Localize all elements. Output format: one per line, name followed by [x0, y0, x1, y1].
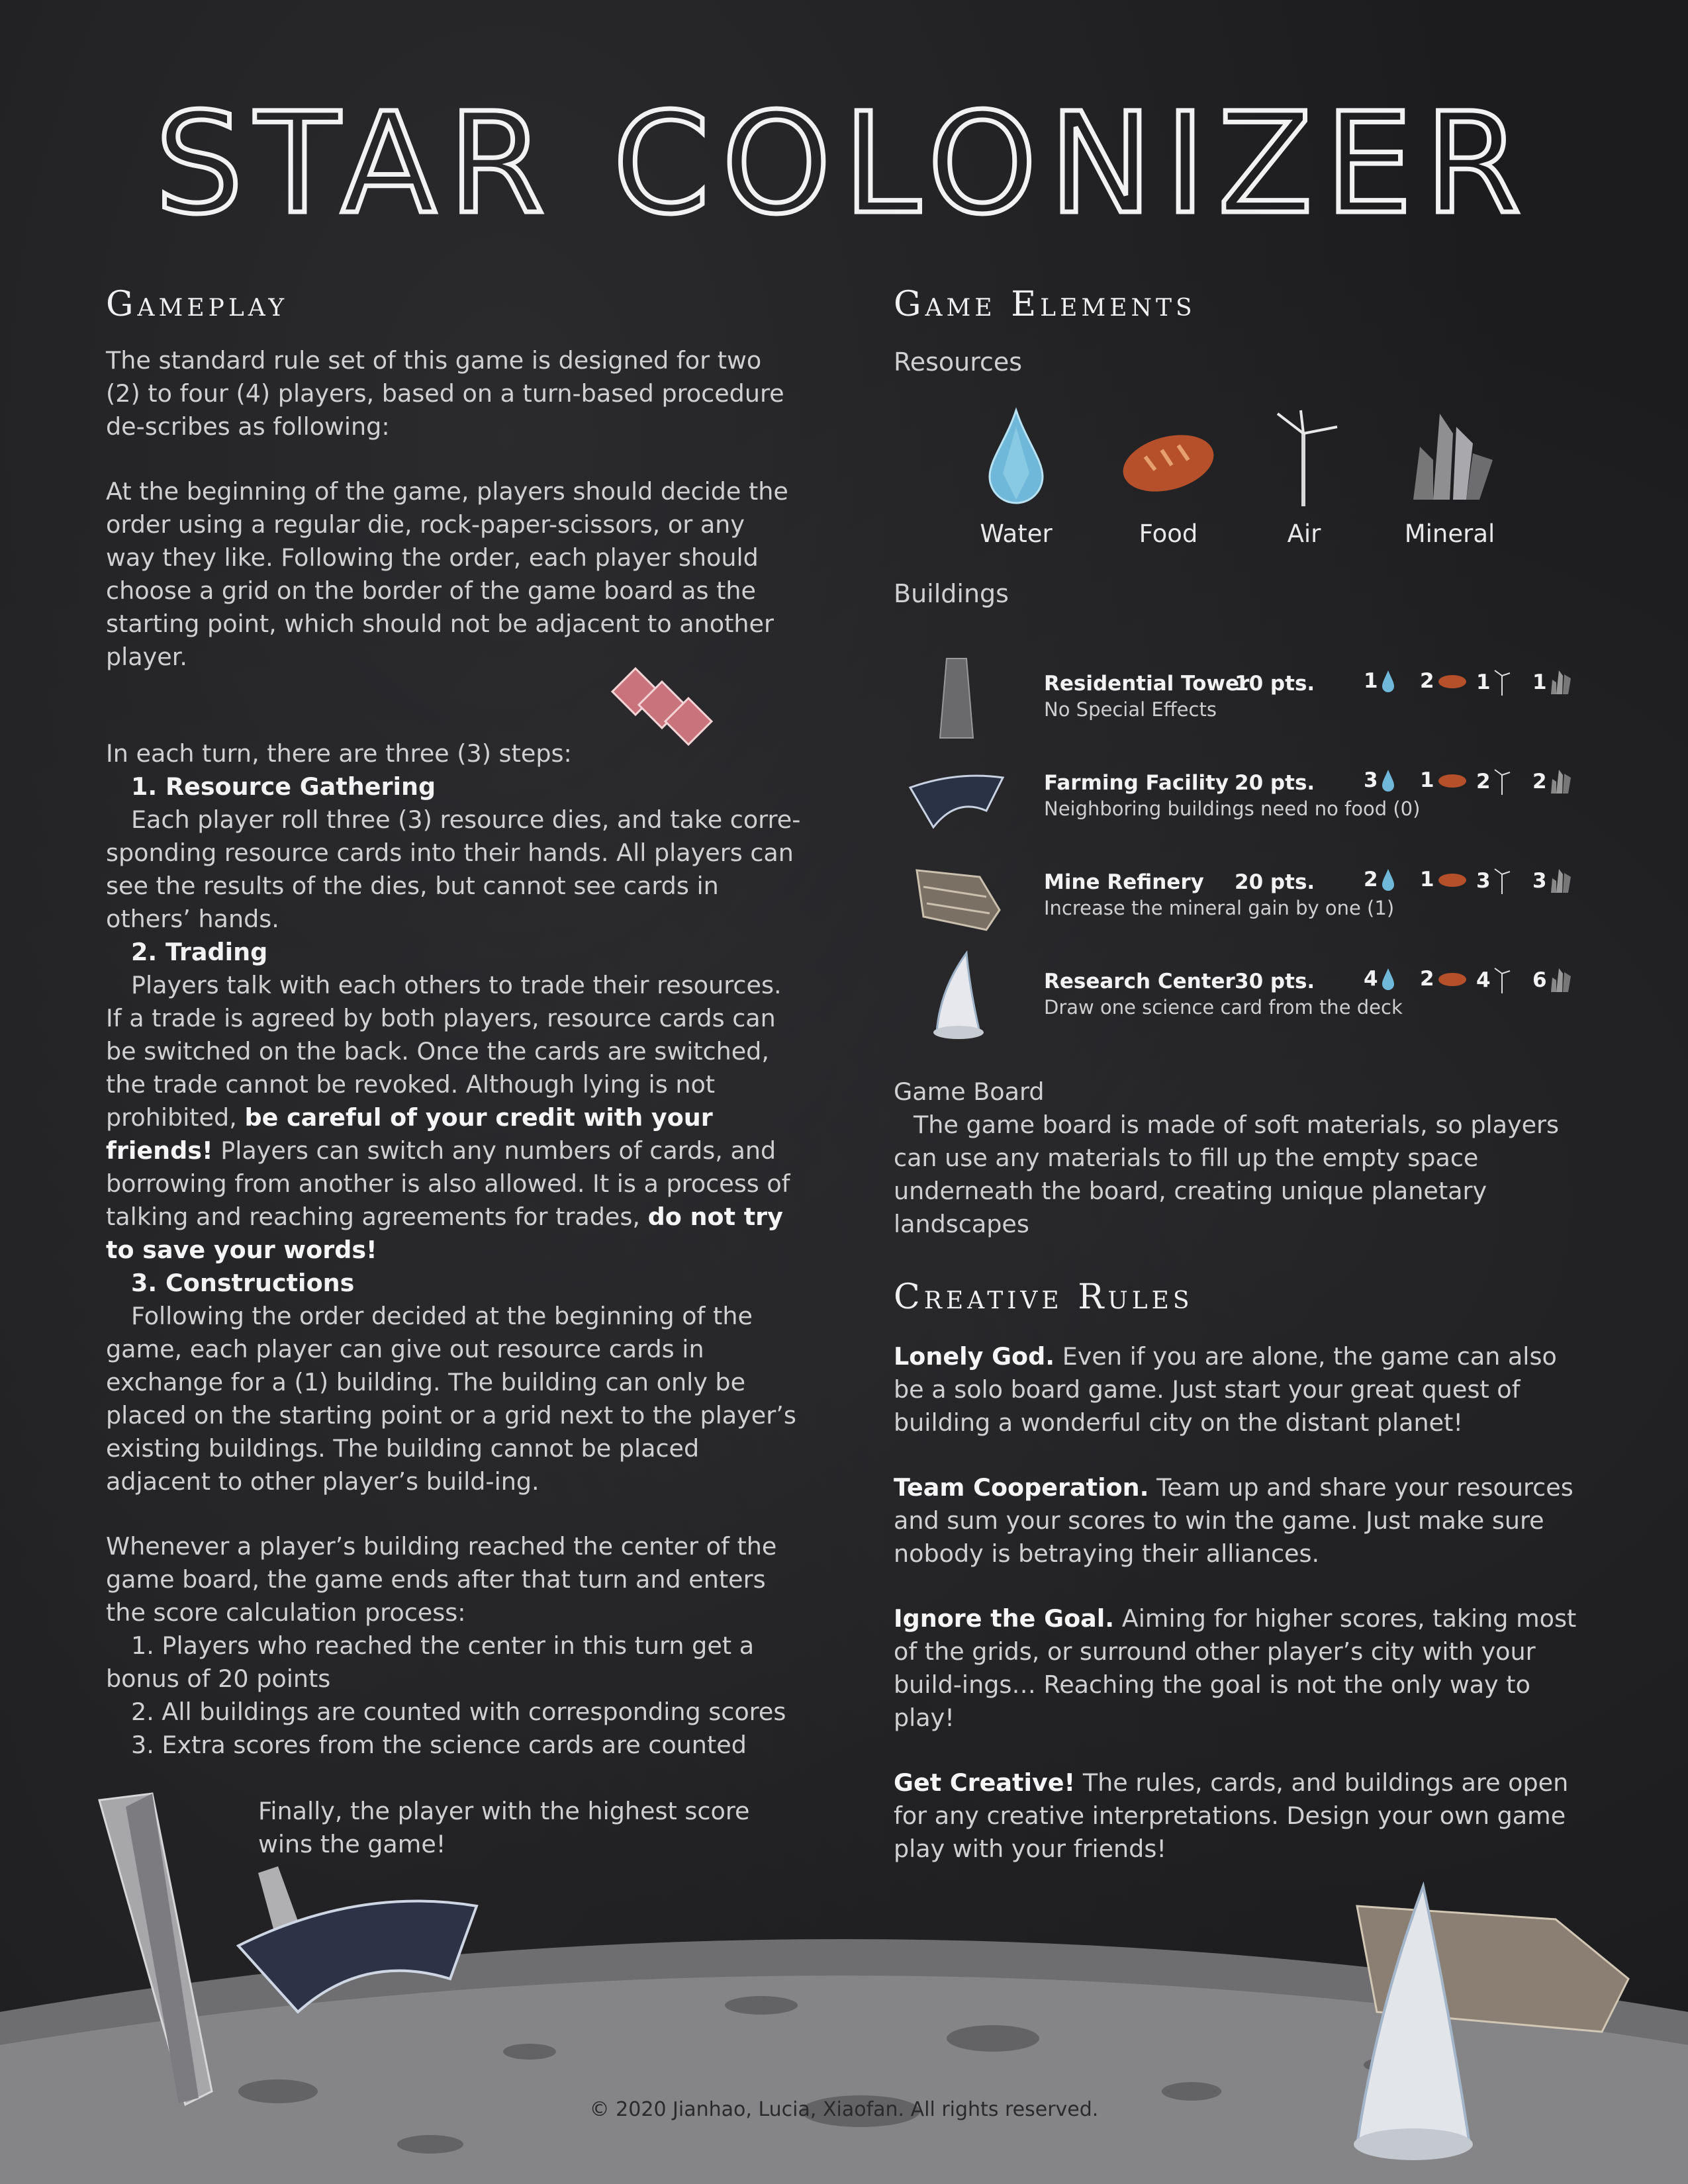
trading-text-a: Players talk with each others to trade their resources. If a trade is agreed by both players, resource cards can be switched on the back. Once the cards are switched, the trade cannot be revoked. Although lying is not prohibited, — [106, 971, 782, 1132]
cost-food: 1 — [1420, 768, 1468, 792]
rule-lonely-god — [894, 1340, 1589, 1439]
crystal-icon — [1400, 407, 1499, 506]
step-constructions-text: Following the order decided at the beginning of the game, each player can give out resource cards in exchange for a (1) building. The building can only be placed on the starting point or a grid next to the player’s existing buildings. The building cannot be placed adjacent to other player’s build-ing. — [106, 1302, 796, 1496]
trading-text-b: Players can switch any numbers of cards, and borrowing from another is also allowed. It is a process of talking and reaching agreements for trades, — [106, 1136, 790, 1231]
cost-food: 2 — [1420, 669, 1468, 693]
cost-mineral: 2 — [1532, 768, 1573, 795]
bread-icon — [1437, 772, 1468, 789]
cost-food: 1 — [1420, 868, 1468, 891]
rule-text: Even if you are alone, the game can also be a solo board game. Just start your great quest of building a wonderful city on the distant planet! — [894, 1342, 1557, 1437]
building-desc: Neighboring buildings need no food (0) — [1044, 797, 1421, 820]
step-constructions-title: 3. Constructions — [131, 1269, 355, 1297]
bread-icon — [1119, 407, 1218, 506]
residential-tower-icon — [907, 652, 1006, 745]
score-rule-3: 3. Extra scores from the science cards are counted — [131, 1731, 747, 1759]
resource-water-label: Water — [980, 520, 1053, 548]
cost-mineral: 6 — [1532, 967, 1573, 993]
building-desc: No Special Effects — [1044, 698, 1217, 721]
research-center-icon — [907, 950, 1006, 1042]
bread-icon — [1437, 672, 1468, 690]
wind-turbine-icon — [1493, 669, 1511, 696]
water-drop-icon — [986, 407, 1046, 506]
creative-rules-section — [894, 1340, 1589, 1866]
cost-water: 1 — [1364, 669, 1395, 693]
rule-text: Aiming for higher scores, taking most of the grids, or surround other player’s city with your build-ings… Reaching the goal is not the only way to play! — [894, 1604, 1577, 1732]
game-elements-heading: Game Elements — [894, 285, 1196, 324]
building-mine-refinery — [894, 850, 1589, 943]
building-points: 10 pts. — [1235, 672, 1315, 696]
building-residential-tower — [894, 652, 1589, 745]
resource-water — [950, 407, 1082, 548]
rule-text: The rules, cards, and buildings are open for any creative interpretations. Design your own game play with your friends! — [894, 1768, 1569, 1863]
cost-air: 3 — [1476, 868, 1511, 894]
creative-rules-heading: Creative Rules — [894, 1277, 1194, 1317]
farming-facility-icon — [907, 751, 1006, 844]
step-resource-gathering-title: 1. Resource Gathering — [131, 772, 436, 801]
crystal-icon — [1550, 967, 1573, 993]
cost-air: 2 — [1476, 768, 1511, 795]
water-drop-icon — [1381, 868, 1395, 891]
gameplay-setup: At the beginning of the game, players should decide the order using a regular die, rock-paper-scissors, or any way they like. Following the order, each player should choose a grid on the border of the game board as the starting point, which should not be adjacent to another player. — [106, 477, 788, 671]
building-points: 20 pts. — [1235, 771, 1315, 795]
cost-air: 4 — [1476, 967, 1511, 993]
cost-water: 3 — [1364, 768, 1395, 792]
building-points: 20 pts. — [1235, 870, 1315, 894]
rule-team-cooperation — [894, 1471, 1589, 1570]
resource-food-label: Food — [1139, 520, 1198, 548]
cost-water: 4 — [1364, 967, 1395, 991]
cost-food: 2 — [1420, 967, 1468, 991]
step-resource-gathering-text: Each player roll three (3) resource dies, and take corre-sponding resource cards into their hands. All players can see the results of the dies, but cannot see cards in others’ hands. — [106, 805, 801, 933]
buildings-label: Buildings — [894, 579, 1009, 608]
resource-mineral — [1383, 407, 1516, 548]
building-name: Farming Facility — [1044, 771, 1229, 795]
resource-food — [1102, 407, 1235, 548]
wind-turbine-icon — [1493, 868, 1511, 894]
score-rule-1b: bonus of 20 points — [106, 1664, 331, 1693]
gameplay-steps-intro: In each turn, there are three (3) steps: — [106, 739, 572, 768]
water-drop-icon — [1381, 669, 1395, 693]
rule-ignore-goal — [894, 1602, 1589, 1735]
resource-mineral-label: Mineral — [1404, 520, 1495, 548]
crystal-building-decoration — [79, 1787, 490, 2131]
research-building-decoration — [1317, 1880, 1648, 2171]
building-name: Research Center — [1044, 970, 1235, 993]
page-title — [106, 99, 1582, 238]
crystal-icon — [1550, 868, 1573, 894]
crystal-icon — [1550, 768, 1573, 795]
bread-icon — [1437, 970, 1468, 987]
score-rule-1a: 1. Players who reached the center in this turn get a — [131, 1631, 755, 1660]
score-rule-2: 2. All buildings are counted with corresponding scores — [131, 1698, 786, 1726]
cost-water: 2 — [1364, 868, 1395, 891]
gameplay-heading: Gameplay — [106, 285, 289, 324]
cost-air: 1 — [1476, 669, 1511, 696]
gameplay-section — [106, 344, 801, 1861]
building-name: Residential Tower — [1044, 672, 1250, 696]
rule-get-creative — [894, 1766, 1589, 1866]
resource-air — [1238, 407, 1370, 548]
building-name: Mine Refinery — [1044, 870, 1204, 894]
game-end-text: Whenever a player’s building reached the center of the game board, the game ends after that turn and enters the score calculation process: — [106, 1532, 777, 1627]
cost-mineral: 1 — [1532, 669, 1573, 696]
rule-text: Team up and share your resources and sum your scores to win the game. Just make sure nobody is betraying their alliances. — [894, 1473, 1573, 1568]
rule-title: Ignore the Goal. — [894, 1604, 1115, 1633]
cost-mineral: 3 — [1532, 868, 1573, 894]
building-desc: Draw one science card from the deck — [1044, 996, 1403, 1019]
building-desc: Increase the mineral gain by one (1) — [1044, 897, 1395, 919]
building-research-center — [894, 950, 1589, 1042]
water-drop-icon — [1381, 768, 1395, 792]
copyright-footer: © 2020 Jianhao, Lucia, Xiaofan. All rights reserved. — [589, 2098, 1099, 2121]
game-board-section — [894, 1075, 1589, 1241]
resource-air-label: Air — [1287, 520, 1321, 548]
building-farming-facility — [894, 751, 1589, 844]
winner-text: Finally, the player with the highest score wins the game! — [258, 1797, 750, 1858]
rule-title: Get Creative! — [894, 1768, 1076, 1797]
water-drop-icon — [1381, 967, 1395, 991]
wind-turbine-icon — [1493, 768, 1511, 795]
trading-bold-a: be careful of your credit with your friends! — [106, 1103, 713, 1165]
game-board-text: The game board is made of soft materials, so players can use any materials to fill up the empty space underneath the board, creating unique planetary landscapes — [894, 1111, 1560, 1238]
game-board-label: Game Board — [894, 1077, 1045, 1106]
trading-bold-b: do not try to save your words! — [106, 1203, 783, 1264]
step-trading-text — [106, 969, 801, 1267]
wind-turbine-icon — [1493, 967, 1511, 993]
wind-turbine-icon — [1264, 407, 1344, 506]
rule-title: Lonely God. — [894, 1342, 1055, 1371]
mine-refinery-icon — [907, 850, 1006, 943]
building-points: 30 pts. — [1235, 970, 1315, 993]
crystal-icon — [1550, 669, 1573, 696]
page-title-text: STAR COLONIZER — [155, 99, 1533, 238]
dice-cards-icon — [609, 662, 722, 768]
step-trading-title: 2. Trading — [131, 938, 268, 966]
rule-title: Team Cooperation. — [894, 1473, 1149, 1502]
resources-label: Resources — [894, 347, 1023, 377]
gameplay-intro: The standard rule set of this game is designed for two (2) to four (4) players, based on a turn-based procedure de-scribes as following: — [106, 346, 784, 441]
bread-icon — [1437, 871, 1468, 888]
